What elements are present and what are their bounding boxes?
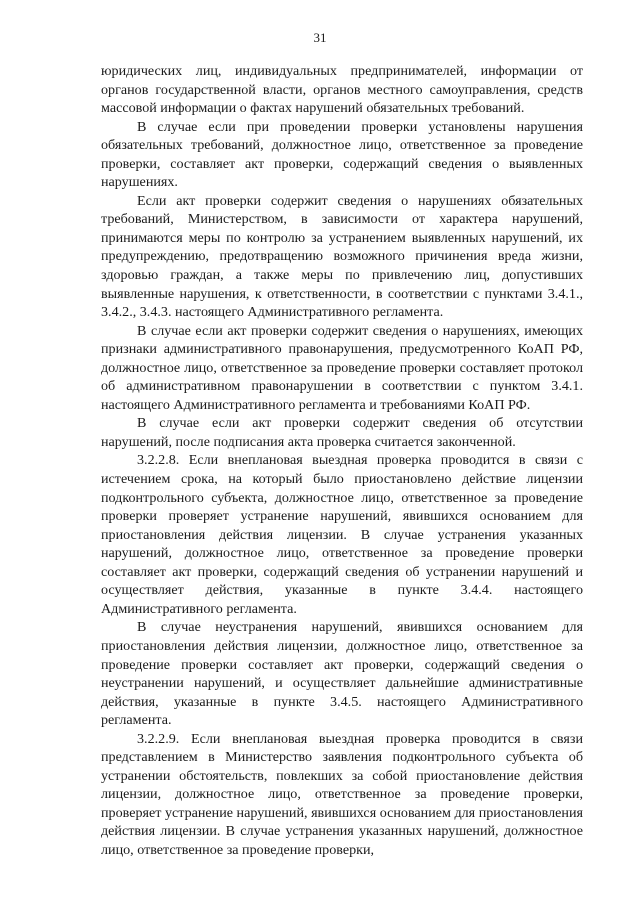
page-number: 31 (313, 30, 327, 45)
paragraph-3-2-2-8: 3.2.2.8. Если внеплановая выездная проверка проводится в связи с истечением срока, на который было приостановлено действие лицензии подконтрольного субъекта, должностное лицо, ответственное за проведение проверки проверяет устранение нарушений, явившихся основанием для приостановления действия лицензии. В случае устранения указанных нарушений, должностное лицо, ответственное за проведение проверки составляет акт проверки, содержащий сведения об устранении нарушений и осуществляет действия, указанные в пункте 3.4.4. настоящего Административного регламента. (101, 452, 583, 617)
paragraph-admin-offense: В случае если акт проверки содержит сведения о нарушениях, имеющих признаки административного правонарушения, предусмотренного КоАП РФ, должностное лицо, ответственное за проведение проверки составляет протокол об административном правонарушении в соответствии с пунктом 3.4.1. настоящего Административного регламента и требованиями КоАП РФ. (101, 322, 583, 413)
paragraph-non-elimination: В случае неустранения нарушений, явившихся основанием для приостановления действия лицензии, должностное лицо, ответственное за проведение проверки составляет акт проверки, содержащий сведения о неустранении нарушений, и осуществляет дальнейшие административные действия, указанные в пункте 3.4.5. настоящего Административного регламента. (101, 619, 583, 729)
paragraph-violations-found: В случае если при проведении проверки установлены нарушения обязательных требований, должностное лицо, ответственное за проведение проверки, составляет акт проверки, содержащий сведения о выявленных нарушениях. (101, 118, 583, 191)
paragraph-continuation: юридических лиц, индивидуальных предпринимателей, информации от органов государственной власти, органов местного самоуправления, средств массовой информации о фактах нарушений обязательных требований. (101, 63, 583, 117)
paragraph-measures: Если акт проверки содержит сведения о нарушениях обязательных требований, Министерством, в зависимости от характера нарушений, принимаются меры по контролю за устранением выявленных нарушений, их предупреждению, предотвращению возможного причинения вреда жизни, здоровью граждан, а также меры по привлечению лиц, допустивших выявленные нарушения, к ответственности, в соответствии с пунктами 3.4.1., 3.4.2., 3.4.3. настоящего Административного регламента. (101, 192, 583, 321)
document-body (101, 62, 583, 860)
paragraph-3-2-2-9: 3.2.2.9. Если внеплановая выездная проверка проводится в связи представлением в Министерство заявления подконтрольного субъекта об устранении обстоятельств, повлекших за собой приостановление действия лицензии, должностное лицо, ответственное за проведение проверки, проверяет устранение нарушений, явившихся основанием для приостановления действия лицензии. В случае устранения указанных нарушений, должностное лицо, ответственное за проведение проверки, (101, 730, 583, 858)
paragraph-no-violations: В случае если акт проверки содержит сведения об отсутствии нарушений, после подписания акта проверка считается законченной. (101, 415, 583, 450)
